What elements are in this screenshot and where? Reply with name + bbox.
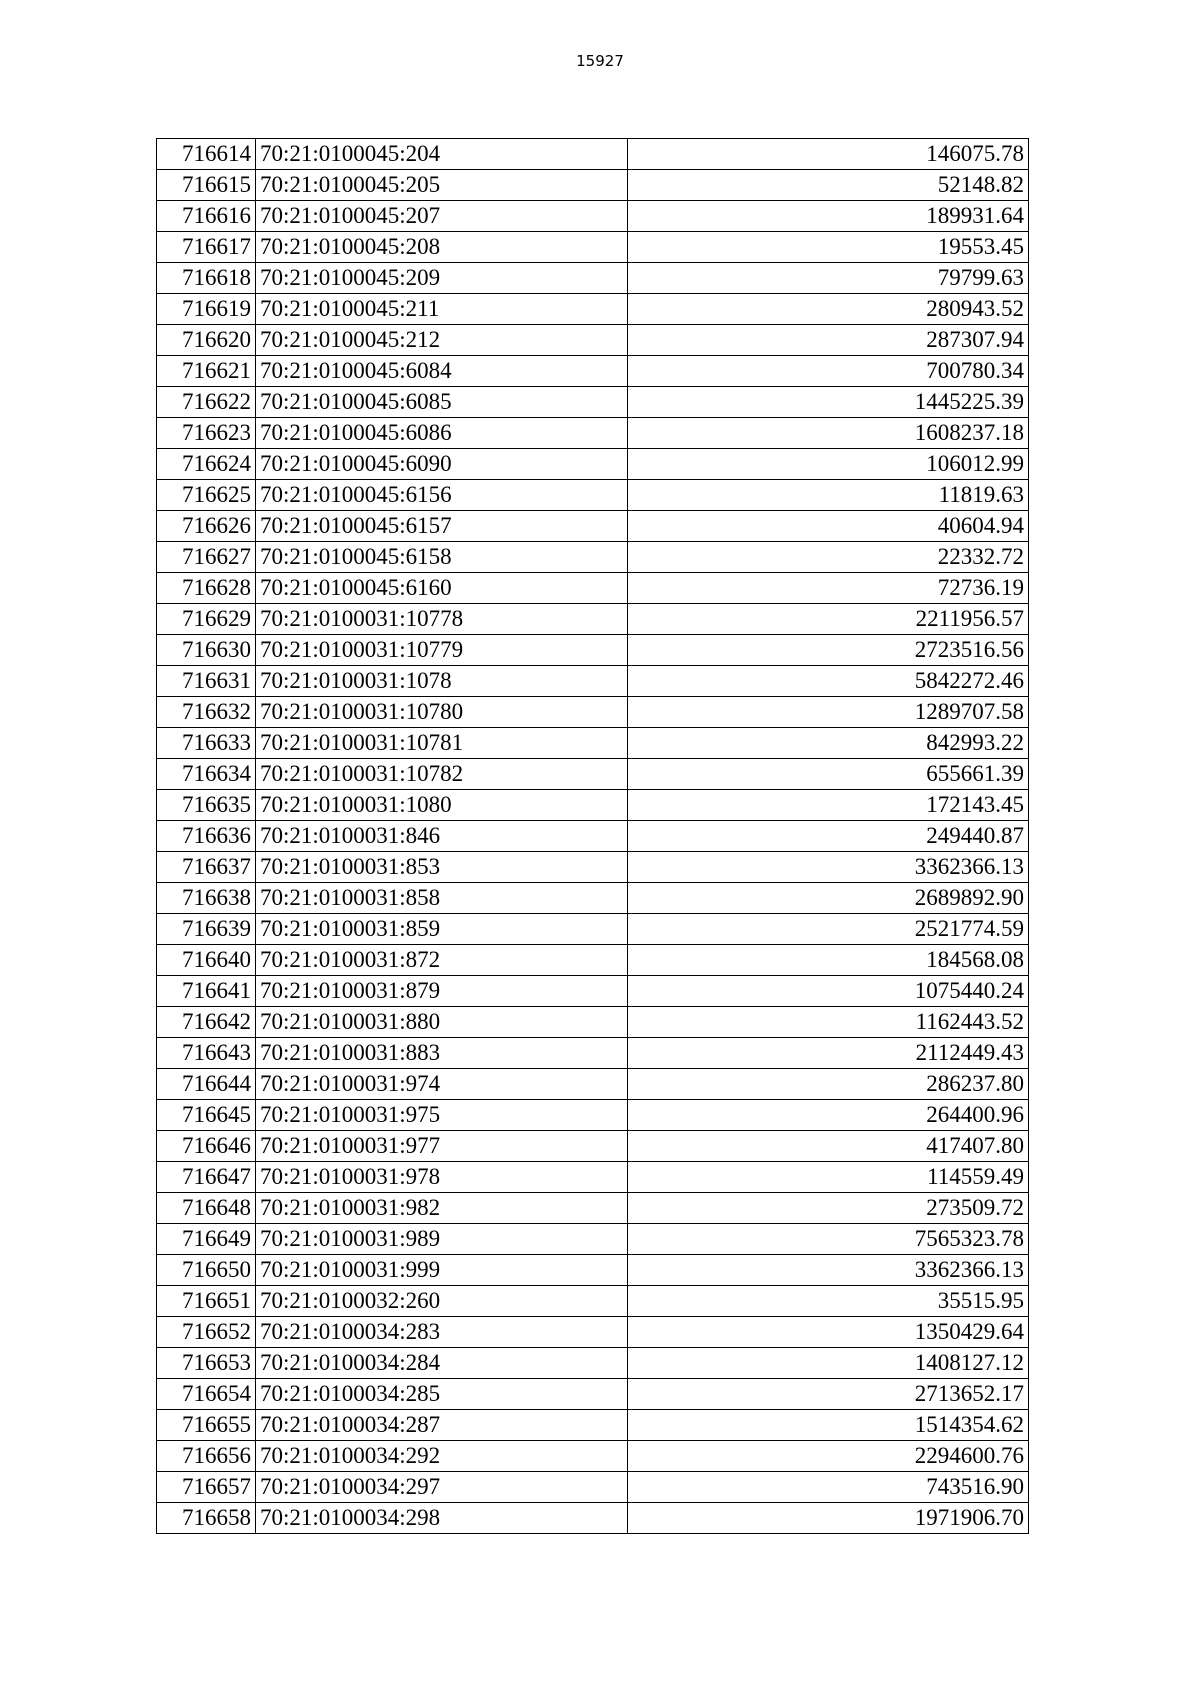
- value-cell: 1514354.62: [628, 1410, 1029, 1441]
- table-row: [157, 201, 1029, 232]
- row-number-cell: 716641: [157, 976, 256, 1007]
- table-row: [157, 418, 1029, 449]
- table-row: [157, 232, 1029, 263]
- table-row: [157, 852, 1029, 883]
- cadastral-number-cell: 70:21:0100034:292: [256, 1441, 628, 1472]
- value-cell: 264400.96: [628, 1100, 1029, 1131]
- row-number-cell: 716648: [157, 1193, 256, 1224]
- value-cell: 19553.45: [628, 232, 1029, 263]
- table-row: [157, 1348, 1029, 1379]
- value-cell: 2294600.76: [628, 1441, 1029, 1472]
- value-cell: 2112449.43: [628, 1038, 1029, 1069]
- value-cell: 273509.72: [628, 1193, 1029, 1224]
- value-cell: 2521774.59: [628, 914, 1029, 945]
- row-number-cell: 716637: [157, 852, 256, 883]
- row-number-cell: 716621: [157, 356, 256, 387]
- value-cell: 3362366.13: [628, 1255, 1029, 1286]
- value-cell: 1350429.64: [628, 1317, 1029, 1348]
- row-number-cell: 716647: [157, 1162, 256, 1193]
- row-number-cell: 716657: [157, 1472, 256, 1503]
- value-cell: 743516.90: [628, 1472, 1029, 1503]
- table-row: [157, 325, 1029, 356]
- row-number-cell: 716614: [157, 139, 256, 170]
- value-cell: 2211956.57: [628, 604, 1029, 635]
- cadastral-number-cell: 70:21:0100031:1078: [256, 666, 628, 697]
- cadastral-number-cell: 70:21:0100031:1080: [256, 790, 628, 821]
- row-number-cell: 716652: [157, 1317, 256, 1348]
- table-row: [157, 1162, 1029, 1193]
- value-cell: 72736.19: [628, 573, 1029, 604]
- table-row: [157, 697, 1029, 728]
- table-row: [157, 1286, 1029, 1317]
- cadastral-number-cell: 70:21:0100031:989: [256, 1224, 628, 1255]
- cadastral-number-cell: 70:21:0100034:283: [256, 1317, 628, 1348]
- table-row: [157, 263, 1029, 294]
- value-cell: 172143.45: [628, 790, 1029, 821]
- value-cell: 52148.82: [628, 170, 1029, 201]
- value-cell: 106012.99: [628, 449, 1029, 480]
- value-cell: 1445225.39: [628, 387, 1029, 418]
- table-row: [157, 449, 1029, 480]
- table-row: [157, 294, 1029, 325]
- row-number-cell: 716636: [157, 821, 256, 852]
- table-row: [157, 1069, 1029, 1100]
- value-cell: 1075440.24: [628, 976, 1029, 1007]
- cadastral-number-cell: 70:21:0100031:10782: [256, 759, 628, 790]
- cadastral-number-cell: 70:21:0100045:205: [256, 170, 628, 201]
- row-number-cell: 716649: [157, 1224, 256, 1255]
- cadastral-number-cell: 70:21:0100031:999: [256, 1255, 628, 1286]
- registry-table: [156, 138, 1029, 1534]
- value-cell: 114559.49: [628, 1162, 1029, 1193]
- row-number-cell: 716624: [157, 449, 256, 480]
- page-number: 15927: [576, 52, 624, 70]
- value-cell: 287307.94: [628, 325, 1029, 356]
- row-number-cell: 716651: [157, 1286, 256, 1317]
- table-row: [157, 604, 1029, 635]
- table-row: [157, 1317, 1029, 1348]
- value-cell: 40604.94: [628, 511, 1029, 542]
- value-cell: 1289707.58: [628, 697, 1029, 728]
- value-cell: 79799.63: [628, 263, 1029, 294]
- row-number-cell: 716653: [157, 1348, 256, 1379]
- row-number-cell: 716635: [157, 790, 256, 821]
- table-row: [157, 139, 1029, 170]
- table-row: [157, 1379, 1029, 1410]
- cadastral-number-cell: 70:21:0100045:207: [256, 201, 628, 232]
- value-cell: 5842272.46: [628, 666, 1029, 697]
- cadastral-number-cell: 70:21:0100045:211: [256, 294, 628, 325]
- registry-table-body: [157, 139, 1029, 1534]
- row-number-cell: 716643: [157, 1038, 256, 1069]
- table-row: [157, 1503, 1029, 1534]
- table-row: [157, 945, 1029, 976]
- row-number-cell: 716633: [157, 728, 256, 759]
- cadastral-number-cell: 70:21:0100045:204: [256, 139, 628, 170]
- row-number-cell: 716654: [157, 1379, 256, 1410]
- row-number-cell: 716639: [157, 914, 256, 945]
- table-row: [157, 976, 1029, 1007]
- cadastral-number-cell: 70:21:0100031:859: [256, 914, 628, 945]
- value-cell: 2713652.17: [628, 1379, 1029, 1410]
- cadastral-number-cell: 70:21:0100045:6160: [256, 573, 628, 604]
- row-number-cell: 716628: [157, 573, 256, 604]
- row-number-cell: 716627: [157, 542, 256, 573]
- row-number-cell: 716625: [157, 480, 256, 511]
- value-cell: 2689892.90: [628, 883, 1029, 914]
- table-row: [157, 914, 1029, 945]
- cadastral-number-cell: 70:21:0100031:879: [256, 976, 628, 1007]
- value-cell: 146075.78: [628, 139, 1029, 170]
- table-row: [157, 170, 1029, 201]
- value-cell: 3362366.13: [628, 852, 1029, 883]
- cadastral-number-cell: 70:21:0100031:982: [256, 1193, 628, 1224]
- cadastral-number-cell: 70:21:0100031:10780: [256, 697, 628, 728]
- cadastral-number-cell: 70:21:0100031:846: [256, 821, 628, 852]
- row-number-cell: 716646: [157, 1131, 256, 1162]
- row-number-cell: 716626: [157, 511, 256, 542]
- cadastral-number-cell: 70:21:0100034:287: [256, 1410, 628, 1441]
- cadastral-number-cell: 70:21:0100031:858: [256, 883, 628, 914]
- table-row: [157, 480, 1029, 511]
- table-row: [157, 1441, 1029, 1472]
- table-row: [157, 542, 1029, 573]
- cadastral-number-cell: 70:21:0100045:208: [256, 232, 628, 263]
- value-cell: 7565323.78: [628, 1224, 1029, 1255]
- cadastral-number-cell: 70:21:0100031:978: [256, 1162, 628, 1193]
- row-number-cell: 716655: [157, 1410, 256, 1441]
- row-number-cell: 716631: [157, 666, 256, 697]
- row-number-cell: 716629: [157, 604, 256, 635]
- row-number-cell: 716642: [157, 1007, 256, 1038]
- cadastral-number-cell: 70:21:0100045:6085: [256, 387, 628, 418]
- row-number-cell: 716630: [157, 635, 256, 666]
- value-cell: 184568.08: [628, 945, 1029, 976]
- cadastral-number-cell: 70:21:0100045:6157: [256, 511, 628, 542]
- row-number-cell: 716645: [157, 1100, 256, 1131]
- cadastral-number-cell: 70:21:0100045:209: [256, 263, 628, 294]
- table-row: [157, 728, 1029, 759]
- cadastral-number-cell: 70:21:0100034:284: [256, 1348, 628, 1379]
- row-number-cell: 716619: [157, 294, 256, 325]
- table-row: [157, 1224, 1029, 1255]
- cadastral-number-cell: 70:21:0100031:872: [256, 945, 628, 976]
- cadastral-number-cell: 70:21:0100031:974: [256, 1069, 628, 1100]
- row-number-cell: 716634: [157, 759, 256, 790]
- row-number-cell: 716650: [157, 1255, 256, 1286]
- value-cell: 280943.52: [628, 294, 1029, 325]
- table-row: [157, 821, 1029, 852]
- table-row: [157, 635, 1029, 666]
- row-number-cell: 716615: [157, 170, 256, 201]
- cadastral-number-cell: 70:21:0100031:883: [256, 1038, 628, 1069]
- value-cell: 249440.87: [628, 821, 1029, 852]
- cadastral-number-cell: 70:21:0100034:285: [256, 1379, 628, 1410]
- cadastral-number-cell: 70:21:0100031:853: [256, 852, 628, 883]
- table-row: [157, 573, 1029, 604]
- row-number-cell: 716640: [157, 945, 256, 976]
- table-row: [157, 511, 1029, 542]
- value-cell: 1971906.70: [628, 1503, 1029, 1534]
- cadastral-number-cell: 70:21:0100045:212: [256, 325, 628, 356]
- cadastral-number-cell: 70:21:0100031:10779: [256, 635, 628, 666]
- row-number-cell: 716617: [157, 232, 256, 263]
- row-number-cell: 716622: [157, 387, 256, 418]
- value-cell: 35515.95: [628, 1286, 1029, 1317]
- table-row: [157, 759, 1029, 790]
- cadastral-number-cell: 70:21:0100045:6086: [256, 418, 628, 449]
- row-number-cell: 716620: [157, 325, 256, 356]
- row-number-cell: 716658: [157, 1503, 256, 1534]
- table-row: [157, 883, 1029, 914]
- table-row: [157, 1193, 1029, 1224]
- row-number-cell: 716623: [157, 418, 256, 449]
- table-row: [157, 790, 1029, 821]
- table-row: [157, 1255, 1029, 1286]
- cadastral-number-cell: 70:21:0100034:298: [256, 1503, 628, 1534]
- value-cell: 22332.72: [628, 542, 1029, 573]
- value-cell: 189931.64: [628, 201, 1029, 232]
- row-number-cell: 716656: [157, 1441, 256, 1472]
- value-cell: 842993.22: [628, 728, 1029, 759]
- value-cell: 11819.63: [628, 480, 1029, 511]
- row-number-cell: 716632: [157, 697, 256, 728]
- cadastral-number-cell: 70:21:0100034:297: [256, 1472, 628, 1503]
- cadastral-number-cell: 70:21:0100045:6156: [256, 480, 628, 511]
- table-row: [157, 666, 1029, 697]
- cadastral-number-cell: 70:21:0100031:10781: [256, 728, 628, 759]
- table-row: [157, 1472, 1029, 1503]
- cadastral-number-cell: 70:21:0100031:977: [256, 1131, 628, 1162]
- cadastral-number-cell: 70:21:0100045:6158: [256, 542, 628, 573]
- row-number-cell: 716618: [157, 263, 256, 294]
- value-cell: 1162443.52: [628, 1007, 1029, 1038]
- table-row: [157, 1038, 1029, 1069]
- value-cell: 286237.80: [628, 1069, 1029, 1100]
- cadastral-number-cell: 70:21:0100031:975: [256, 1100, 628, 1131]
- row-number-cell: 716616: [157, 201, 256, 232]
- cadastral-number-cell: 70:21:0100032:260: [256, 1286, 628, 1317]
- table-row: [157, 387, 1029, 418]
- value-cell: 417407.80: [628, 1131, 1029, 1162]
- row-number-cell: 716644: [157, 1069, 256, 1100]
- value-cell: 655661.39: [628, 759, 1029, 790]
- value-cell: 2723516.56: [628, 635, 1029, 666]
- cadastral-number-cell: 70:21:0100031:10778: [256, 604, 628, 635]
- row-number-cell: 716638: [157, 883, 256, 914]
- table-row: [157, 1131, 1029, 1162]
- table-row: [157, 1410, 1029, 1441]
- value-cell: 700780.34: [628, 356, 1029, 387]
- value-cell: 1408127.12: [628, 1348, 1029, 1379]
- cadastral-number-cell: 70:21:0100045:6084: [256, 356, 628, 387]
- value-cell: 1608237.18: [628, 418, 1029, 449]
- table-row: [157, 1100, 1029, 1131]
- table-row: [157, 1007, 1029, 1038]
- cadastral-number-cell: 70:21:0100045:6090: [256, 449, 628, 480]
- table-row: [157, 356, 1029, 387]
- cadastral-number-cell: 70:21:0100031:880: [256, 1007, 628, 1038]
